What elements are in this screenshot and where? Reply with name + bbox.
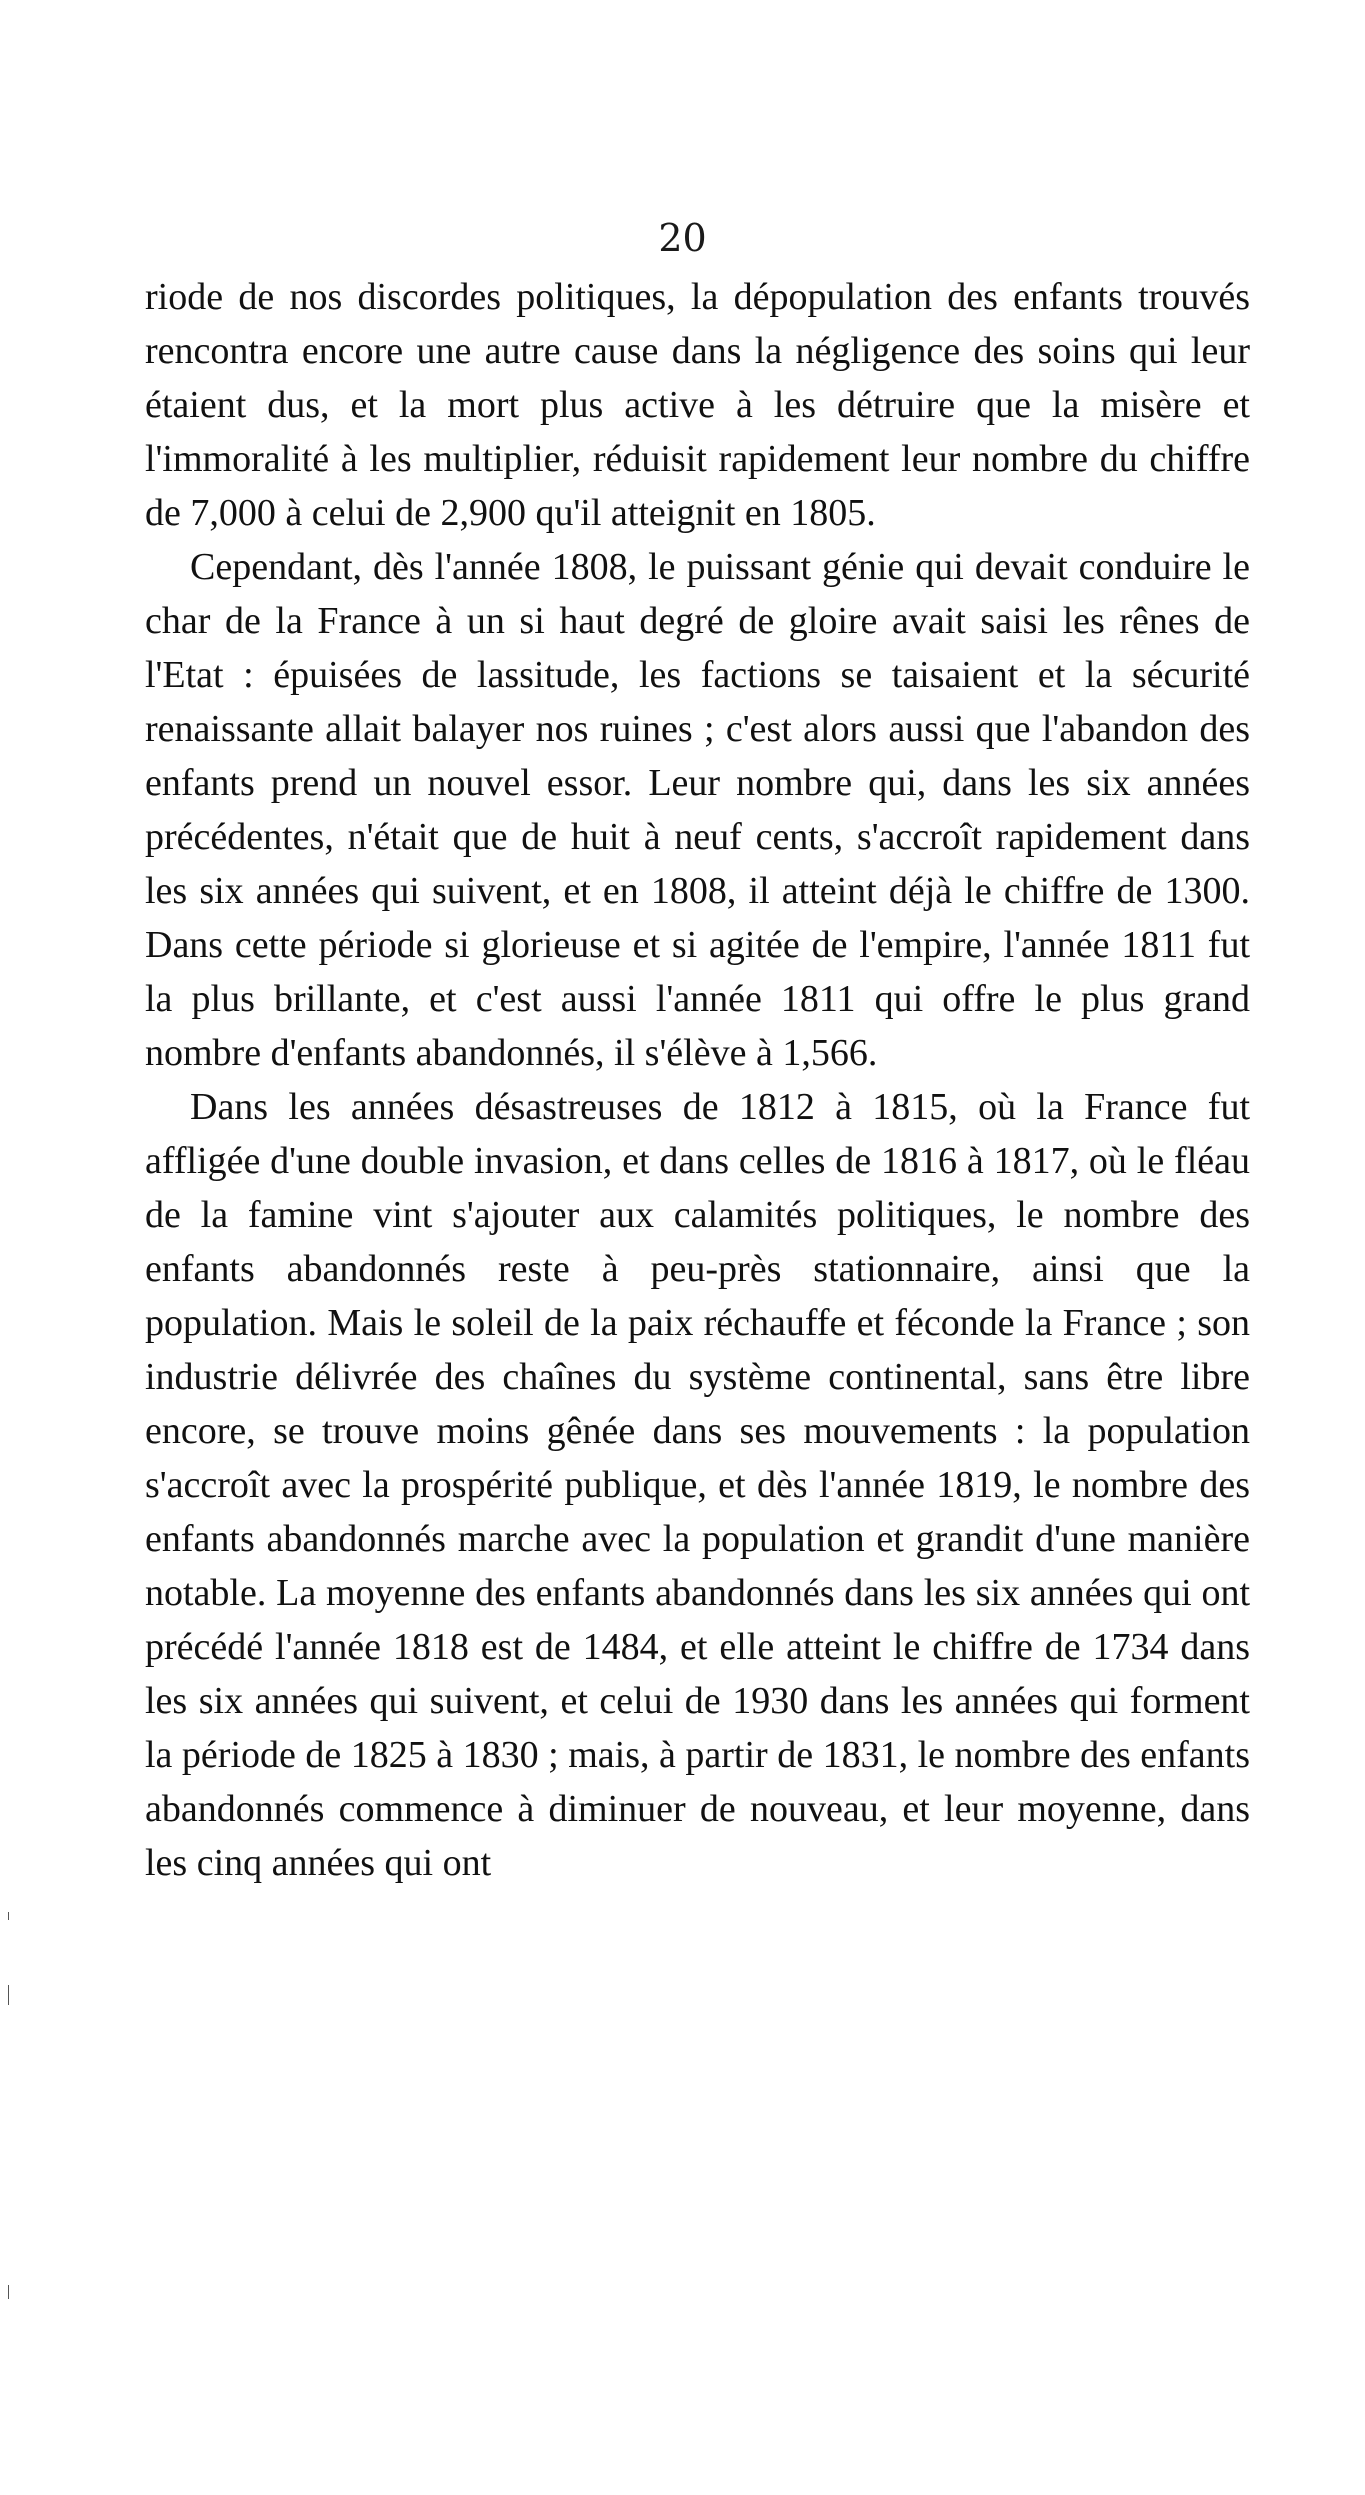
scan-margin-mark [8, 2285, 9, 2299]
body-text [145, 270, 1250, 1890]
scan-margin-mark [8, 1985, 9, 2005]
page-number: 20 [658, 216, 707, 260]
paragraph: Dans les années désastreuses de 1812 à 1815, où la France fut affligée d'une double invasion, et dans celles de 1816 à 1817, où le fléau de la famine vint s'ajouter aux calamités politiques, le nombre des enfants abandonnés reste à peu-près stationnaire, ainsi que la population. Mais le soleil de la paix réchauffe et féconde la France ; son industrie délivrée des chaînes du système continental, sans être libre encore, se trouve moins gênée dans ses mouvements : la population s'accroît avec la prospérité publique, et dès l'année 1819, le nombre des enfants abandonnés marche avec la population et grandit d'une manière notable. La moyenne des enfants abandonnés dans les six années qui ont précédé l'année 1818 est de 1484, et elle atteint le chiffre de 1734 dans les six années qui suivent, et celui de 1930 dans les années qui forment la période de 1825 à 1830 ; mais, à partir de 1831, le nombre des enfants abandonnés commence à diminuer de nouveau, et leur moyenne, dans les cinq années qui ont [145, 1086, 1250, 1884]
paragraph-continued: riode de nos discordes politiques, la dépopulation des enfants trouvés rencontra encore une autre cause dans la négligence des soins qui leur étaient dus, et la mort plus active à les détruire que la misère et l'immoralité à les multiplier, réduisit rapidement leur nombre du chiffre de 7,000 à celui de 2,900 qu'il atteignit en 1805. [145, 276, 1250, 534]
scan-margin-mark [8, 1912, 9, 1920]
paragraph: Cependant, dès l'année 1808, le puissant génie qui devait conduire le char de la France à un si haut degré de gloire avait saisi les rênes de l'Etat : épuisées de lassitude, les factions se taisaient et la sécurité renaissante allait balayer nos ruines ; c'est alors aussi que l'abandon des enfants prend un nouvel essor. Leur nombre qui, dans les six années précédentes, n'était que de huit à neuf cents, s'accroît rapidement dans les six années qui suivent, et en 1808, il atteint déjà le chiffre de 1300. Dans cette période si glorieuse et si agitée de l'empire, l'année 1811 fut la plus brillante, et c'est aussi l'année 1811 qui offre le plus grand nombre d'enfants abandonnés, il s'élève à 1,566. [145, 546, 1250, 1074]
